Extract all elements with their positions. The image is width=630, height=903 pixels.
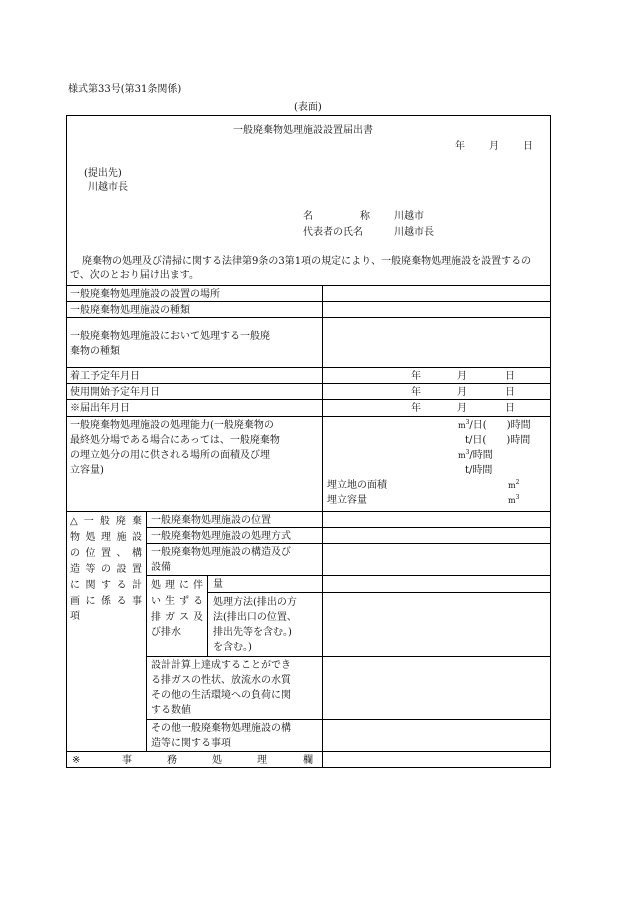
plan-exhaust-label-3: 排ガス及 [151,612,203,623]
plan-proc-label-1: 処理方法(排出の方 [213,597,297,608]
rule [66,317,551,318]
plan-other-label-2: 造等に関する事項 [151,738,231,749]
landfill-volume-label: 埋立容量 [327,495,367,506]
column-divider [322,285,323,767]
use-date-year: 年 [411,387,421,398]
rule [66,399,551,400]
row-capacity-label-1: 一般廃棄物処理施設の処理能力(一般廃棄物の [70,420,274,431]
rep-value: 川越市長 [394,227,434,238]
start-date-day: 日 [505,371,515,382]
plan-method-label: 一般廃棄物処理施設の処理方式 [151,531,291,542]
landfill-volume-unit: $m^3$ [508,494,520,505]
plan-side-label-6: 画に係る事 [70,596,142,607]
office-use-char: 理 [257,755,267,766]
row-waste-kind-label-2: 棄物の種類 [70,346,120,357]
plan-structure-label-1: 一般廃棄物処理施設の構造及び [151,547,291,558]
rule [66,285,551,286]
rule [146,527,551,528]
row-capacity-label-3: の埋立処分の用に供される場所の面積及び埋 [70,450,270,461]
plan-side-label-1: △一般廃棄 [70,516,142,527]
start-date-month: 月 [457,371,467,382]
plan-side-label-3: の位置、構 [70,548,142,559]
plan-design-label-3: その他の生活環境への負荷に関 [151,690,291,701]
capacity-line-2: t/日( )時間 [465,435,531,446]
plan-position-label: 一般廃棄物処理施設の位置 [151,515,271,526]
rule [66,511,551,512]
date-month: 月 [489,141,499,152]
plan-design-label-1: 設計計算上達成することができ [151,660,291,671]
notify-date-day: 日 [505,403,515,414]
rule [66,301,551,302]
rep-label: 代表者の氏名 [303,227,363,238]
landfill-area-unit: $m^2$ [508,479,520,490]
submit-to-label: (提出先) [84,168,122,179]
row-start-date-label: 着工予定年月日 [70,371,140,382]
row-kind-label: 一般廃棄物処理施設の種類 [70,305,190,316]
submit-to: 川越市長 [88,182,128,193]
plan-design-label-4: する数値 [151,705,191,716]
rule [146,543,551,544]
column-divider [207,575,208,656]
plan-proc-label-2: 法(排出口の位置、 [213,612,297,623]
plan-structure-label-2: 設備 [151,562,171,573]
form-title: 一般廃棄物処理施設設置届出書 [233,125,373,136]
rule [146,719,551,720]
date-day: 日 [523,141,533,152]
side-label: (表面) [294,102,322,113]
office-use-char: 処 [212,755,222,766]
capacity-line-1: $m^3/$日( )時間 [458,419,531,431]
landfill-area-label: 埋立地の面積 [327,480,387,491]
use-date-month: 月 [457,387,467,398]
form-number: 様式第33号(第31条関係) [68,84,182,95]
notify-date-year: 年 [411,403,421,414]
intro-text: 廃棄物の処理及び清掃に関する法律第9条の3第1項の規定により、一般廃棄物処理施設を設置するので、次のとおり届け出ます。 [70,256,532,281]
rule [66,416,551,417]
plan-exhaust-label-1: 処理に伴 [151,580,203,591]
row-use-date-label: 使用開始予定年月日 [70,387,160,398]
plan-side-label-4: 造等の設置 [70,564,142,575]
plan-amount-label: 量 [213,579,223,590]
plan-side-label-7: 項 [70,611,80,622]
row-location-label: 一般廃棄物処理施設の設置の場所 [70,289,220,300]
office-use-char: 事 [122,755,132,766]
rule [207,592,551,593]
plan-other-label-1: その他一般廃棄物処理施設の構 [151,723,291,734]
row-capacity-label-2: 最終処分場である場合にあっては、一般廃棄物 [70,435,280,446]
start-date-year: 年 [411,371,421,382]
column-divider [146,511,147,751]
name-value: 川越市 [394,211,424,222]
plan-proc-label-4: を含む。) [213,642,252,653]
name-label-1: 名 [303,211,313,222]
plan-design-label-2: る排ガスの性状、放流水の水質 [151,675,291,686]
notify-date-month: 月 [457,403,467,414]
date-year: 年 [455,141,465,152]
row-waste-kind-label-1: 一般廃棄物処理施設において処理する一般廃 [70,331,270,342]
plan-side-label-2: 物処理施設 [70,532,142,543]
row-notify-date-label: ※届出年月日 [70,403,130,414]
rule [66,751,551,752]
plan-exhaust-label-2: い生ずる [151,596,203,607]
use-date-day: 日 [505,387,515,398]
plan-side-label-5: に関する計 [70,580,142,591]
rule [66,367,551,368]
office-use-char: 務 [167,755,177,766]
plan-proc-label-3: 排出先等を含む。) [213,627,292,638]
capacity-line-3: $m^3/$時間 [458,449,493,461]
rule [146,656,551,657]
office-use-char: 欄 [303,755,313,766]
plan-exhaust-label-4: び排水 [151,627,181,638]
name-label-2: 称 [360,211,370,222]
capacity-line-4: t/時間 [465,465,493,476]
row-capacity-label-4: 立容量) [70,465,104,476]
rule [66,383,551,384]
office-use-mark: ※ [72,755,81,766]
